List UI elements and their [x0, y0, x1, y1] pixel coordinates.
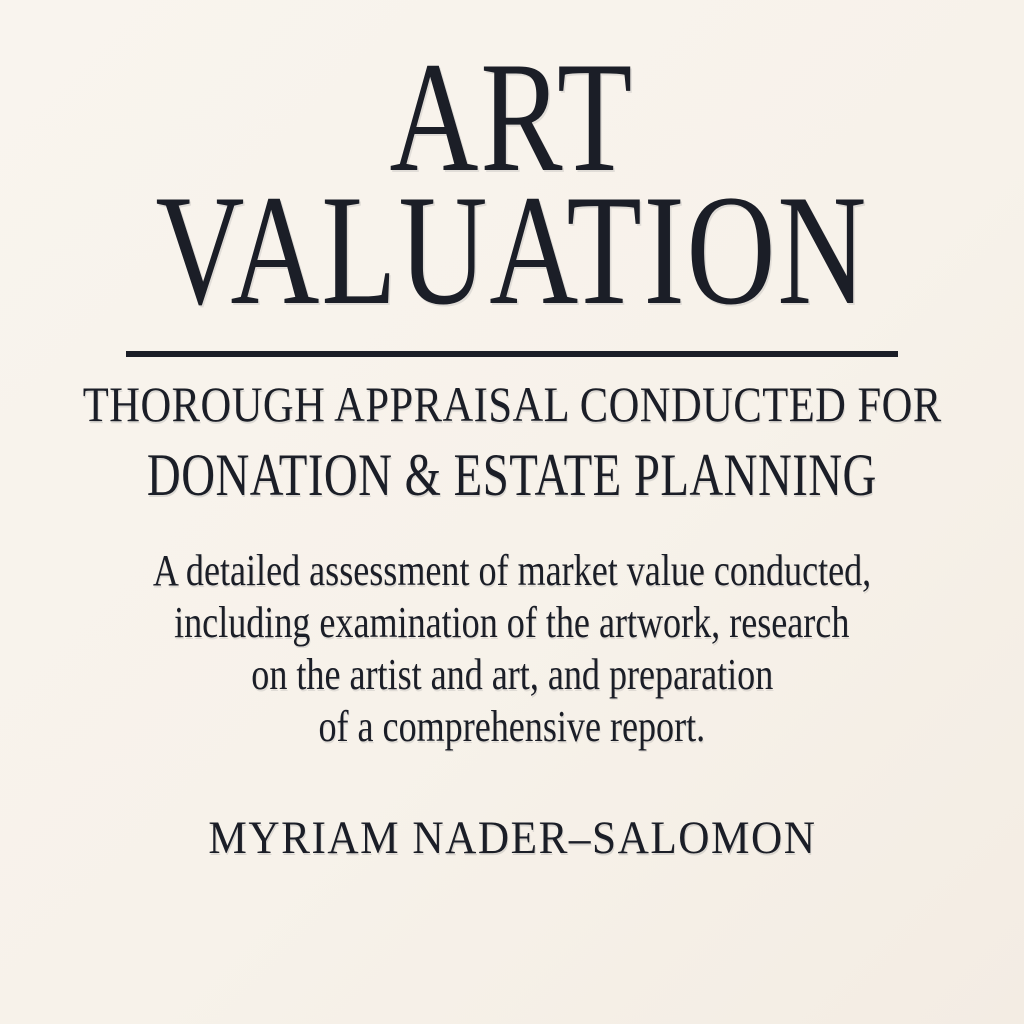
description-line: of a comprehensive report. [318, 702, 706, 752]
subtitle-donation-estate: DONATION & ESTATE PLANNING [147, 442, 877, 509]
description-line: including examination of the artwork, research [174, 598, 850, 648]
cover-title [0, 0, 1024, 338]
author-name: MYRIAM NADER–SALOMON [207, 812, 817, 865]
subtitle-appraisal: THOROUGH APPRAISAL CONDUCTED FOR [82, 376, 942, 433]
title-line-2: VALUATION [155, 162, 869, 338]
cover-description [0, 505, 1024, 753]
description-line: on the artist and art, and preparation [251, 650, 773, 700]
title-line-1: ART [389, 30, 635, 205]
description-line: A detailed assessment of market value conducted, [152, 546, 872, 596]
